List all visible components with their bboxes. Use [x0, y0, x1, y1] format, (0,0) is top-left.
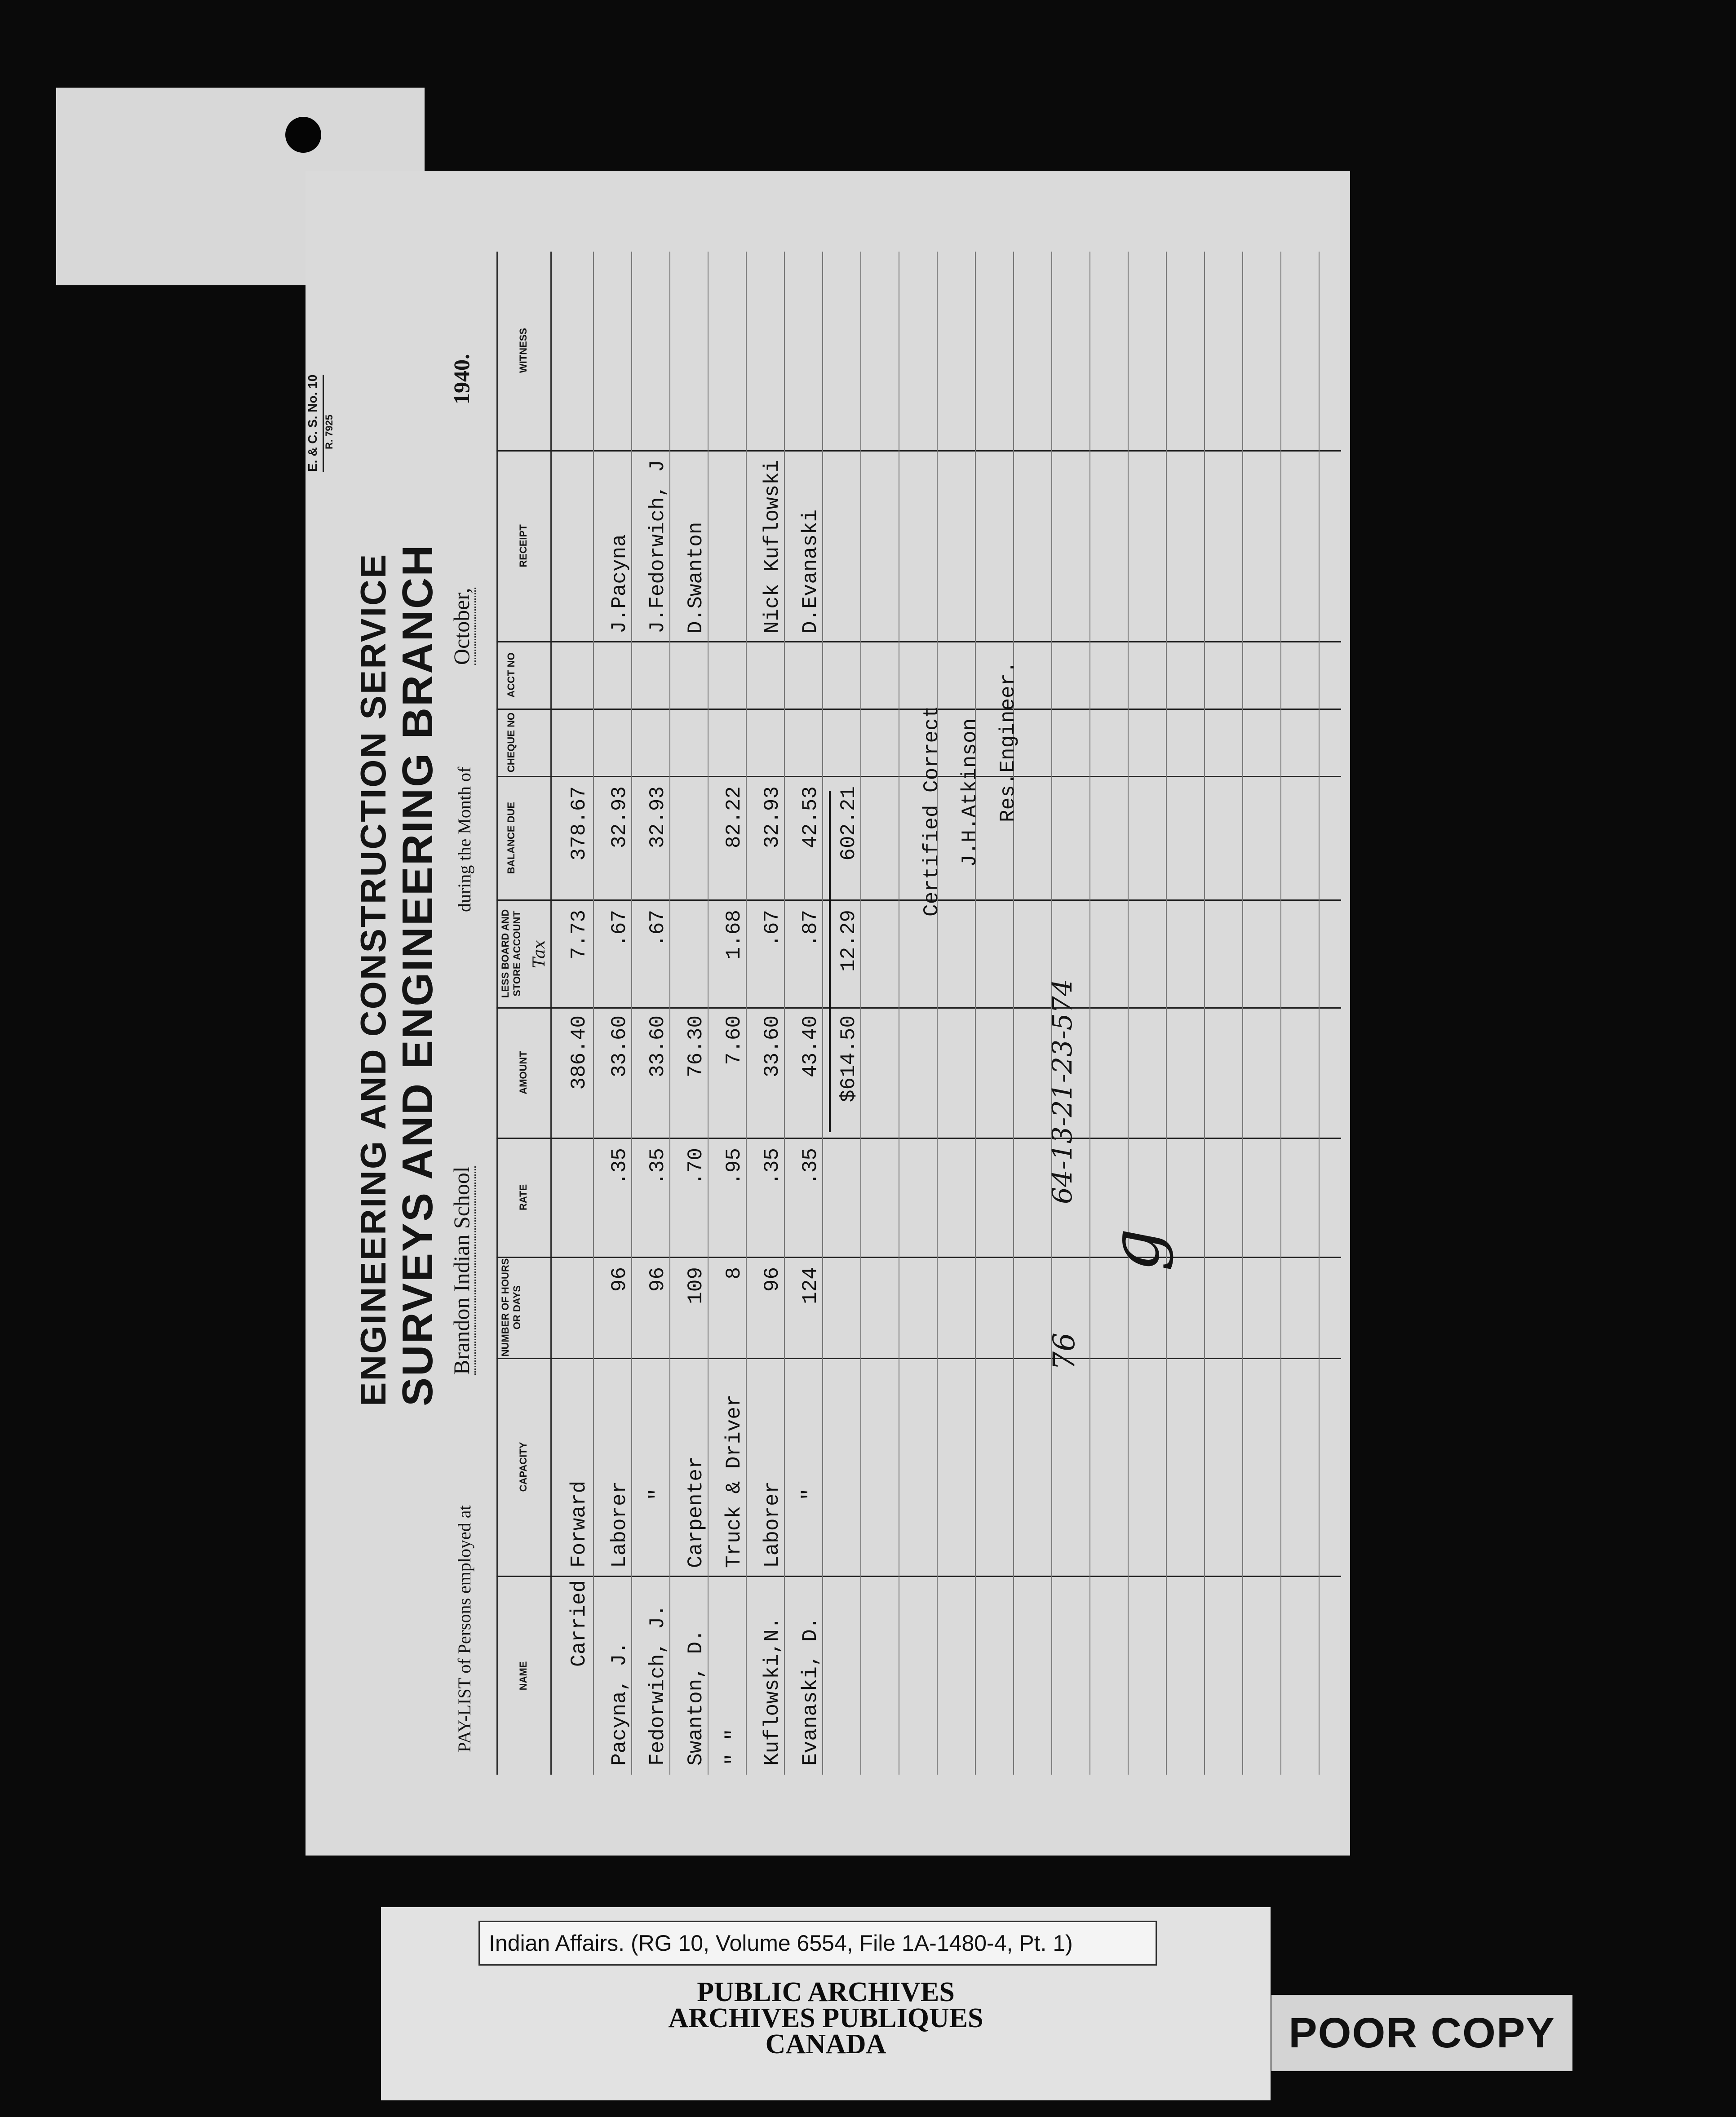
certifier-title: Res.Engineer.: [996, 661, 1020, 822]
row-name: " ": [722, 1728, 746, 1766]
row-hours: 8: [722, 1267, 746, 1280]
row-less: .67: [608, 910, 631, 947]
col-rule: [496, 1257, 1341, 1258]
row-rate: .35: [799, 1148, 822, 1185]
row-rule: [822, 252, 823, 1775]
header-bottom-rule: [550, 252, 552, 1775]
row-capacity: ": [646, 1488, 669, 1501]
title-line-2: SURVEYS AND ENGINEERING BRANCH: [394, 544, 442, 1406]
row-rate: .35: [761, 1148, 784, 1185]
row-rule: [1204, 252, 1205, 1775]
location: Brandon Indian School: [448, 1166, 476, 1375]
col-rule: [496, 899, 1341, 901]
form-code: E. & C. S. No. 10: [306, 375, 324, 472]
row-rule: [1128, 252, 1129, 1775]
row-less: .87: [799, 910, 822, 947]
row-rule: [708, 252, 709, 1775]
row-hours: 96: [761, 1267, 784, 1292]
archives-french: ARCHIVES PUBLIQUES: [668, 2003, 983, 2033]
month-prefix: during the Month of: [454, 766, 474, 912]
col-header-balance: BALANCE DUE: [505, 802, 517, 874]
total-amount: $614.50: [837, 1015, 860, 1103]
row-hours: 109: [684, 1267, 708, 1304]
row-rate: .35: [608, 1148, 631, 1185]
row-capacity: Truck & Driver: [722, 1394, 746, 1568]
row-less: 1.68: [722, 910, 746, 960]
carried-forward-amount: 386.40: [567, 1015, 591, 1090]
row-amount: 33.60: [646, 1015, 669, 1078]
paylist-prefix: PAY-LIST of Persons employed at: [454, 1505, 474, 1752]
row-rule: [746, 252, 747, 1775]
row-receipt: J.Fedorwich, J: [646, 460, 669, 633]
poor-copy-stamp: POOR COPY: [1271, 1995, 1572, 2071]
row-amount: 33.60: [608, 1015, 631, 1078]
punch-hole: [285, 117, 321, 153]
header-top-rule: [496, 252, 498, 1775]
col-header-less-board-handwritten: Tax: [530, 940, 549, 968]
row-rule: [669, 252, 670, 1775]
row-amount: 33.60: [761, 1015, 784, 1078]
row-balance: 32.93: [608, 786, 631, 849]
col-rule: [496, 1138, 1341, 1139]
row-rule: [1166, 252, 1167, 1775]
col-header-capacity: CAPACITY: [518, 1442, 529, 1492]
col-header-acct: ACCT NO: [505, 652, 517, 698]
col-rule: [496, 709, 1341, 710]
col-rule: [496, 776, 1341, 777]
col-header-hours: NUMBER OF HOURS OR DAYS: [500, 1258, 523, 1357]
handwritten-initial: g: [1096, 1228, 1174, 1271]
col-header-less-board: LESS BOARD AND STORE ACCOUNT: [500, 909, 523, 998]
row-rule: [1242, 252, 1243, 1775]
handwritten-number: 76: [1047, 1333, 1081, 1370]
month: October,: [448, 588, 476, 665]
handwritten-reference: 64-13-21-23-574: [1047, 979, 1078, 1204]
row-rule: [784, 252, 785, 1775]
col-rule: [496, 641, 1341, 642]
row-less: .67: [646, 910, 669, 947]
archives-stamp: [381, 1979, 1271, 2057]
totals-rule: [829, 791, 831, 1132]
certifier-name: J.H.Atkinson: [958, 718, 982, 867]
row-name: Kuflowski,N.: [761, 1617, 784, 1766]
row-amount: 43.40: [799, 1015, 822, 1078]
row-rule: [631, 252, 632, 1775]
row-balance: 32.93: [646, 786, 669, 849]
row-rule: [860, 252, 861, 1775]
row-receipt: J.Pacyna: [608, 534, 631, 633]
row-balance: 32.93: [761, 786, 784, 849]
row-less: .67: [761, 910, 784, 947]
row-hours: 124: [799, 1267, 822, 1304]
row-name: Evanaski, D.: [799, 1617, 822, 1766]
archive-reference: Indian Affairs. (RG 10, Volume 6554, File 1A-1480-4, Pt. 1): [478, 1921, 1157, 1966]
row-rule: [975, 252, 976, 1775]
total-less: 12.29: [837, 910, 860, 972]
row-balance: 42.53: [799, 786, 822, 849]
row-rule: [593, 252, 594, 1775]
row-receipt: D.Evanaski: [799, 509, 822, 633]
row-receipt: Nick Kuflowski: [761, 460, 784, 633]
total-balance: 602.21: [837, 786, 860, 861]
rotated-form: [306, 171, 1350, 1856]
col-rule: [496, 1358, 1341, 1359]
col-rule: [496, 1007, 1341, 1009]
col-header-rate: RATE: [518, 1184, 529, 1211]
certified-correct: Certified Correct: [920, 705, 943, 917]
col-rule: [496, 450, 1341, 452]
row-capacity: ": [799, 1488, 822, 1501]
year: 1940.: [449, 354, 474, 404]
row-amount: 76.30: [684, 1015, 708, 1078]
row-hours: 96: [608, 1267, 631, 1292]
form-rev: R. 7925: [323, 414, 335, 449]
col-header-amount: AMOUNT: [518, 1051, 529, 1094]
row-capacity: Laborer: [608, 1481, 631, 1568]
col-header-name: NAME: [518, 1661, 529, 1691]
col-header-witness: WITNESS: [518, 328, 529, 373]
row-name: Swanton, D.: [684, 1629, 708, 1766]
row-rule: [1013, 252, 1014, 1775]
carried-forward-less: 7.73: [567, 910, 591, 960]
row-rule: [1089, 252, 1090, 1775]
row-rate: .35: [646, 1148, 669, 1185]
col-header-cheque: CHEQUE NO: [505, 712, 517, 773]
row-capacity: Laborer: [761, 1481, 784, 1568]
carried-forward-label: Carried Forward: [567, 1480, 591, 1667]
archives-english: PUBLIC ARCHIVES: [697, 1977, 955, 2007]
row-hours: 96: [646, 1267, 669, 1292]
pay-list-sheet: [306, 171, 1350, 1856]
row-rate: .70: [684, 1148, 708, 1185]
row-rule: [937, 252, 938, 1775]
row-rule: [1319, 252, 1320, 1775]
archives-country: CANADA: [765, 2029, 886, 2059]
row-name: Pacyna, J.: [608, 1641, 631, 1766]
row-name: Fedorwich, J.: [646, 1604, 669, 1766]
col-header-receipt: RECEIPT: [518, 524, 529, 567]
row-rate: .95: [722, 1148, 746, 1185]
row-capacity: Carpenter: [684, 1456, 708, 1568]
row-rule: [1280, 252, 1281, 1775]
row-receipt: D.Swanton: [684, 522, 708, 633]
row-balance: 82.22: [722, 786, 746, 849]
title-line-1: ENGINEERING AND CONSTRUCTION SERVICE: [353, 553, 393, 1406]
row-amount: 7.60: [722, 1015, 746, 1065]
col-rule: [496, 1576, 1341, 1577]
carried-forward-balance: 378.67: [567, 786, 591, 861]
